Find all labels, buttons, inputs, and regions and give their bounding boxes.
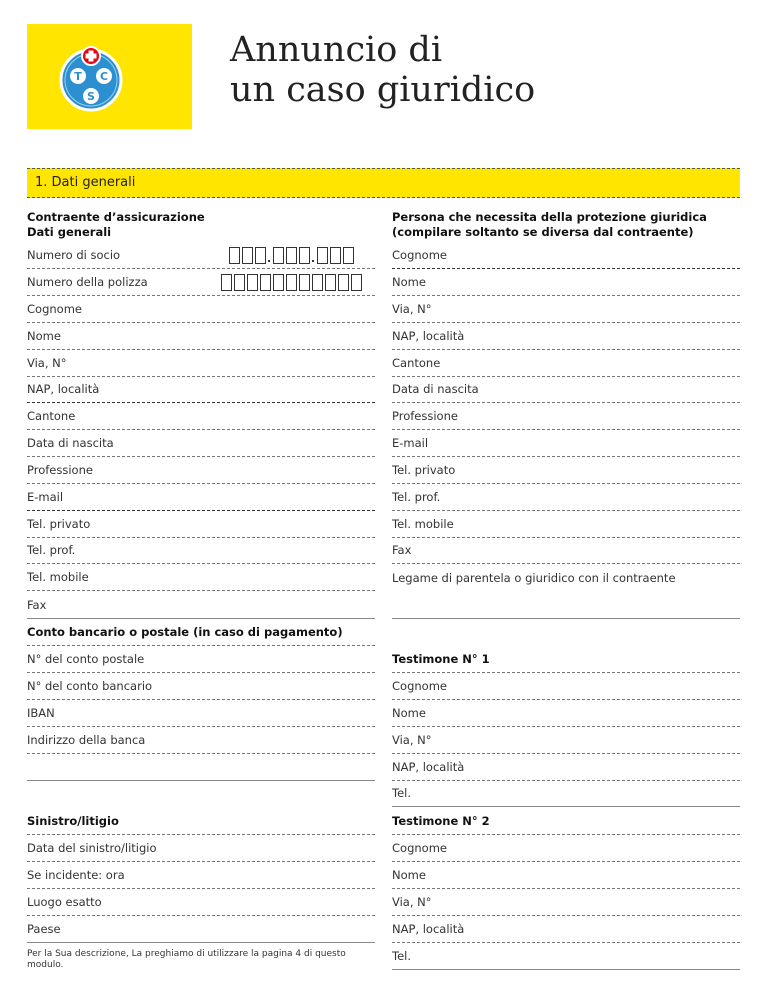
field-fax[interactable] bbox=[27, 591, 375, 619]
field-label: N° del conto postale bbox=[27, 652, 145, 666]
policyholder-heading-line1: Contraente d’assicurazione bbox=[27, 210, 205, 224]
field-label: Tel. mobile bbox=[392, 517, 454, 531]
witness2-heading-row bbox=[392, 808, 740, 835]
field-label: Tel. prof. bbox=[27, 543, 76, 557]
witness2-street[interactable] bbox=[392, 889, 740, 916]
claim-heading-row bbox=[27, 808, 375, 835]
logo-letter-c: C bbox=[99, 70, 109, 83]
field-label: Tel. privato bbox=[27, 517, 91, 531]
field-label: Nome bbox=[27, 329, 61, 343]
member-number-boxes[interactable] bbox=[229, 247, 354, 264]
field-label: Via, N° bbox=[392, 895, 432, 909]
field-label: Cognome bbox=[27, 302, 82, 316]
field-label: Data di nascita bbox=[392, 382, 479, 396]
field-relationship-line2[interactable] bbox=[392, 591, 740, 619]
witness1-tel[interactable] bbox=[392, 781, 740, 807]
field-email[interactable] bbox=[27, 484, 375, 511]
description-note: Per la Sua descrizione, La preghiamo di utilizzare la pagina 4 di questo modulo. bbox=[27, 949, 346, 970]
section-title: 1. Dati generali bbox=[35, 175, 136, 190]
witness2-heading: Testimone N° 2 bbox=[392, 814, 490, 828]
field-tel-private[interactable] bbox=[392, 457, 740, 484]
witness1-heading: Testimone N° 1 bbox=[392, 652, 490, 666]
protected-person-heading-line2: (compilare soltanto se diversa dal contraente) bbox=[392, 225, 694, 239]
field-label: Via, N° bbox=[392, 302, 432, 316]
field-label: Luogo esatto bbox=[27, 895, 102, 909]
field-label: NAP, località bbox=[392, 329, 465, 343]
field-bank-address[interactable] bbox=[27, 727, 375, 754]
witness1-street[interactable] bbox=[392, 727, 740, 754]
policy-number-boxes[interactable] bbox=[221, 274, 362, 291]
field-street[interactable] bbox=[27, 350, 375, 377]
field-iban[interactable] bbox=[27, 700, 375, 727]
field-zip-city[interactable] bbox=[392, 323, 740, 350]
witness1-surname[interactable] bbox=[392, 673, 740, 700]
field-tel-mobile[interactable] bbox=[27, 564, 375, 591]
witness1-name[interactable] bbox=[392, 700, 740, 727]
field-surname[interactable] bbox=[392, 242, 740, 269]
field-label: Numero della polizza bbox=[27, 275, 148, 289]
field-label: Cantone bbox=[27, 409, 76, 423]
policyholder-heading bbox=[27, 210, 205, 240]
witness2-surname[interactable] bbox=[392, 835, 740, 862]
field-canton[interactable] bbox=[27, 403, 375, 430]
field-label: Via, N° bbox=[27, 356, 67, 370]
field-label: Data del sinistro/litigio bbox=[27, 841, 157, 855]
bank-heading: Conto bancario o postale (in caso di pagamento) bbox=[27, 625, 343, 639]
field-member-number[interactable] bbox=[27, 242, 375, 269]
field-email[interactable] bbox=[392, 430, 740, 457]
logo-letter-t: T bbox=[74, 70, 82, 83]
field-exact-place[interactable] bbox=[27, 889, 375, 916]
section-header bbox=[27, 168, 740, 198]
field-label: Professione bbox=[392, 409, 458, 423]
field-label: E-mail bbox=[392, 436, 429, 450]
field-fax[interactable] bbox=[392, 538, 740, 564]
field-profession[interactable] bbox=[392, 403, 740, 430]
field-label: Tel. privato bbox=[392, 463, 456, 477]
field-label: Fax bbox=[392, 543, 412, 557]
field-label: Tel. bbox=[392, 786, 411, 800]
title-line-2: un caso giuridico bbox=[230, 70, 536, 110]
field-label: Cognome bbox=[392, 679, 447, 693]
policyholder-heading-line2: Dati generali bbox=[27, 225, 112, 239]
field-label: Data di nascita bbox=[27, 436, 114, 450]
field-label: Professione bbox=[27, 463, 93, 477]
field-relationship[interactable] bbox=[392, 564, 740, 591]
protected-person-heading-line1: Persona che necessita della protezione giuridica bbox=[392, 210, 707, 224]
field-street[interactable] bbox=[392, 296, 740, 323]
witness1-heading-row bbox=[392, 646, 740, 673]
field-label: Cognome bbox=[392, 248, 447, 262]
field-label: N° del conto bancario bbox=[27, 679, 153, 693]
page-title bbox=[230, 30, 535, 110]
field-bank-address-line2[interactable] bbox=[27, 754, 375, 781]
field-label: Tel. prof. bbox=[392, 490, 441, 504]
field-label: Nome bbox=[392, 706, 426, 720]
field-tel-private[interactable] bbox=[27, 511, 375, 538]
field-label: NAP, località bbox=[392, 760, 465, 774]
field-label: Paese bbox=[27, 922, 61, 936]
field-policy-number[interactable] bbox=[27, 269, 375, 296]
field-birthdate[interactable] bbox=[27, 430, 375, 457]
claim-heading: Sinistro/litigio bbox=[27, 814, 119, 828]
field-claim-date[interactable] bbox=[27, 835, 375, 862]
title-line-1: Annuncio di bbox=[230, 30, 443, 70]
field-label: Fax bbox=[27, 598, 47, 612]
field-label: Via, N° bbox=[392, 733, 432, 747]
field-tel-work[interactable] bbox=[392, 484, 740, 511]
witness1-zip-city[interactable] bbox=[392, 754, 740, 781]
field-postal-account[interactable] bbox=[27, 646, 375, 673]
field-label: Tel. mobile bbox=[27, 570, 89, 584]
field-label: IBAN bbox=[27, 706, 55, 720]
field-profession[interactable] bbox=[27, 457, 375, 484]
field-label: Indirizzo della banca bbox=[27, 733, 146, 747]
field-label: NAP, località bbox=[27, 382, 100, 396]
field-label: NAP, località bbox=[392, 922, 465, 936]
field-tel-mobile[interactable] bbox=[392, 511, 740, 538]
logo-letter-s: S bbox=[87, 90, 95, 103]
field-name[interactable] bbox=[27, 323, 375, 350]
field-label: Se incidente: ora bbox=[27, 868, 125, 882]
field-label: Legame di parentela o giuridico con il contraente bbox=[392, 571, 676, 585]
field-label: Nome bbox=[392, 868, 426, 882]
witness2-tel[interactable] bbox=[392, 943, 740, 970]
field-bank-account[interactable] bbox=[27, 673, 375, 700]
field-label: Nome bbox=[392, 275, 426, 289]
witness2-name[interactable] bbox=[392, 862, 740, 889]
field-label: Tel. bbox=[392, 949, 411, 963]
field-country[interactable] bbox=[27, 916, 375, 943]
field-zip-city[interactable] bbox=[27, 377, 375, 403]
logo-panel bbox=[27, 24, 192, 129]
field-surname[interactable] bbox=[27, 296, 375, 323]
field-birthdate[interactable] bbox=[392, 377, 740, 403]
field-label: Numero di socio bbox=[27, 248, 121, 262]
field-name[interactable] bbox=[392, 269, 740, 296]
field-accident-time[interactable] bbox=[27, 862, 375, 889]
field-tel-work[interactable] bbox=[27, 538, 375, 564]
protected-person-heading bbox=[392, 210, 707, 240]
witness2-zip-city[interactable] bbox=[392, 916, 740, 943]
bank-heading-row bbox=[27, 619, 375, 646]
tcs-logo bbox=[51, 38, 131, 118]
field-canton[interactable] bbox=[392, 350, 740, 377]
field-label: E-mail bbox=[27, 490, 64, 504]
field-label: Cognome bbox=[392, 841, 447, 855]
field-label: Cantone bbox=[392, 356, 441, 370]
